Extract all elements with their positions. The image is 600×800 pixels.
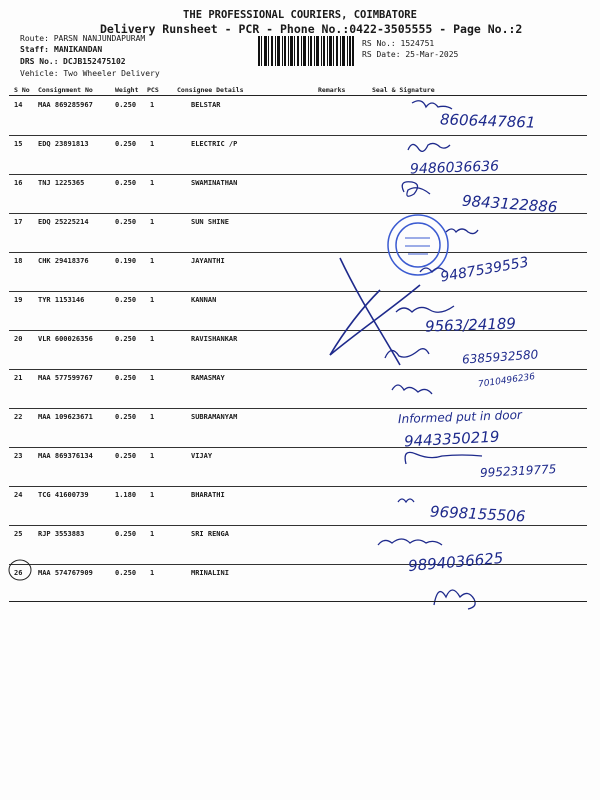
row-pcs: 1 <box>150 140 155 148</box>
row-pcs: 1 <box>150 491 155 499</box>
row-consignment-no: RJP 3553883 <box>38 530 85 538</box>
vehicle: Vehicle: Two Wheeler Delivery <box>20 69 160 78</box>
drs-number: DCJB152475102 <box>63 57 126 66</box>
row-consignment-no: MAA 577599767 <box>38 374 93 382</box>
signature-stroke-11 <box>378 539 442 545</box>
handwritten-remark: Informed put in door <box>397 407 523 427</box>
signature-stroke-8 <box>392 385 432 394</box>
row-consignment-no: TCG 41600739 <box>38 491 89 499</box>
signature-stroke-1 <box>412 101 452 109</box>
row-consignee: SUN SHINE <box>191 218 229 226</box>
row-pcs: 1 <box>150 101 155 109</box>
handwritten-phone-9: 9952319775 <box>479 462 557 480</box>
row-consignee: RAVISHANKAR <box>191 335 238 343</box>
handwritten-phone-5: 9563/24189 <box>424 314 517 336</box>
company-name: THE PROFESSIONAL COURIERS, COIMBATORE <box>183 9 417 21</box>
signature-stroke-9 <box>405 452 482 464</box>
row-consignment-no: MAA 109623671 <box>38 413 93 421</box>
row-consignment-no: CHK 29418376 <box>38 257 89 265</box>
handwritten-phone-3: 9843122886 <box>461 191 558 217</box>
row-weight: 0.250 <box>115 569 137 577</box>
row-weight: 0.250 <box>115 140 137 148</box>
row-pcs: 1 <box>150 374 155 382</box>
row-pcs: 1 <box>150 179 155 187</box>
row-weight: 0.250 <box>115 218 137 226</box>
row-sno: 25 <box>14 530 23 538</box>
row-weight: 0.250 <box>115 530 137 538</box>
rs-number: RS No.: 1524751 <box>362 39 435 48</box>
drs-label: DRS No.: <box>20 57 59 66</box>
row-sno: 17 <box>14 218 23 226</box>
row-pcs: 1 <box>150 296 155 304</box>
row-consignee: VIJAY <box>191 452 213 460</box>
row-consignee: BELSTAR <box>191 101 221 109</box>
col-pcs: PCS <box>147 86 159 94</box>
cross-stroke-a <box>340 258 400 365</box>
col-consignment: Consignment No <box>38 86 93 94</box>
handwritten-phone-7: 7010496236 <box>477 372 536 390</box>
row-consignment-no: TNJ 1225365 <box>38 179 85 187</box>
signature-stroke-3 <box>402 182 430 197</box>
row-sno: 21 <box>14 374 23 382</box>
row-weight: 0.250 <box>115 413 137 421</box>
row-weight: 0.250 <box>115 179 137 187</box>
row-consignment-no: MAA 869376134 <box>38 452 93 460</box>
rs-date: RS Date: 25-Mar-2025 <box>362 50 459 59</box>
handwritten-phone-10: 9698155506 <box>429 502 526 526</box>
signature-stroke-2 <box>408 143 450 151</box>
row-consignment-no: VLR 600026356 <box>38 335 93 343</box>
row-consignment-no: EDQ 23891813 <box>38 140 89 148</box>
row-sno: 20 <box>14 335 23 343</box>
row-consignment-no: TYR 1153146 <box>38 296 85 304</box>
signature-stroke-6 <box>396 306 454 312</box>
row-consignment-no: EDQ 25225214 <box>38 218 89 226</box>
signature-stroke-4 <box>446 229 478 234</box>
route: Route: PARSN NANJUNDAPURAM <box>20 34 146 43</box>
row-consignee: JAYANTHI <box>191 257 225 265</box>
handwritten-phone-4: 9487539553 <box>439 254 530 286</box>
stamp-icon <box>388 215 448 275</box>
row-consignee: SWAMINATHAN <box>191 179 238 187</box>
col-sno: S No <box>14 86 30 94</box>
runsheet-title: Delivery Runsheet - PCR - Phone No.:0422-3505555 - Page No.:2 <box>100 22 523 36</box>
row-consignment-no: MAA 869285967 <box>38 101 93 109</box>
row-circle <box>9 560 31 580</box>
handwritten-phone-11: 9894036625 <box>407 548 505 576</box>
signature-stroke-12 <box>434 590 475 609</box>
row-sno: 23 <box>14 452 23 460</box>
row-consignee: SRI RENGA <box>191 530 229 538</box>
row-pcs: 1 <box>150 413 155 421</box>
row-weight: 0.250 <box>115 452 137 460</box>
staff-label: Staff: <box>20 45 49 54</box>
handwritten-phone-8: 9443350219 <box>403 427 500 451</box>
row-pcs: 1 <box>150 452 155 460</box>
row-weight: 0.190 <box>115 257 137 265</box>
col-consignee: Consignee Details <box>177 86 244 94</box>
row-sno: 22 <box>14 413 23 421</box>
col-weight: Weight <box>115 86 139 94</box>
signature-stroke-10 <box>398 499 414 502</box>
row-weight: 1.180 <box>115 491 137 499</box>
handwritten-phone-2: 9486036636 <box>409 158 500 178</box>
row-weight: 0.250 <box>115 374 137 382</box>
col-seal-signature: Seal & Signature <box>372 86 435 94</box>
row-weight: 0.250 <box>115 296 137 304</box>
row-sno: 24 <box>14 491 23 499</box>
row-sno: 15 <box>14 140 23 148</box>
row-consignee: ELECTRIC /P <box>191 140 238 148</box>
handwritten-phone-6: 6385932580 <box>461 347 539 367</box>
row-sno: 14 <box>14 101 23 109</box>
row-consignee: MRINALINI <box>191 569 229 577</box>
row-pcs: 1 <box>150 569 155 577</box>
row-sno: 18 <box>14 257 23 265</box>
row-pcs: 1 <box>150 530 155 538</box>
row-consignee: SUBRAMANYAM <box>191 413 238 421</box>
row-consignee: RAMASMAY <box>191 374 225 382</box>
row-consignee: BHARATHI <box>191 491 225 499</box>
col-remarks: Remarks <box>318 86 346 94</box>
row-sno: 19 <box>14 296 23 304</box>
row-weight: 0.250 <box>115 101 137 109</box>
row-weight: 0.250 <box>115 335 137 343</box>
row-consignee: KANNAN <box>191 296 217 304</box>
staff-name: MANIKANDAN <box>54 45 103 54</box>
row-pcs: 1 <box>150 335 155 343</box>
row-sno: 16 <box>14 179 23 187</box>
row-pcs: 1 <box>150 257 155 265</box>
row-consignment-no: MAA 574767909 <box>38 569 93 577</box>
row-pcs: 1 <box>150 218 155 226</box>
table-bottom-rule <box>9 601 587 602</box>
row-sno: 26 <box>14 569 23 577</box>
handwritten-phone-1: 8606447861 <box>439 110 536 132</box>
